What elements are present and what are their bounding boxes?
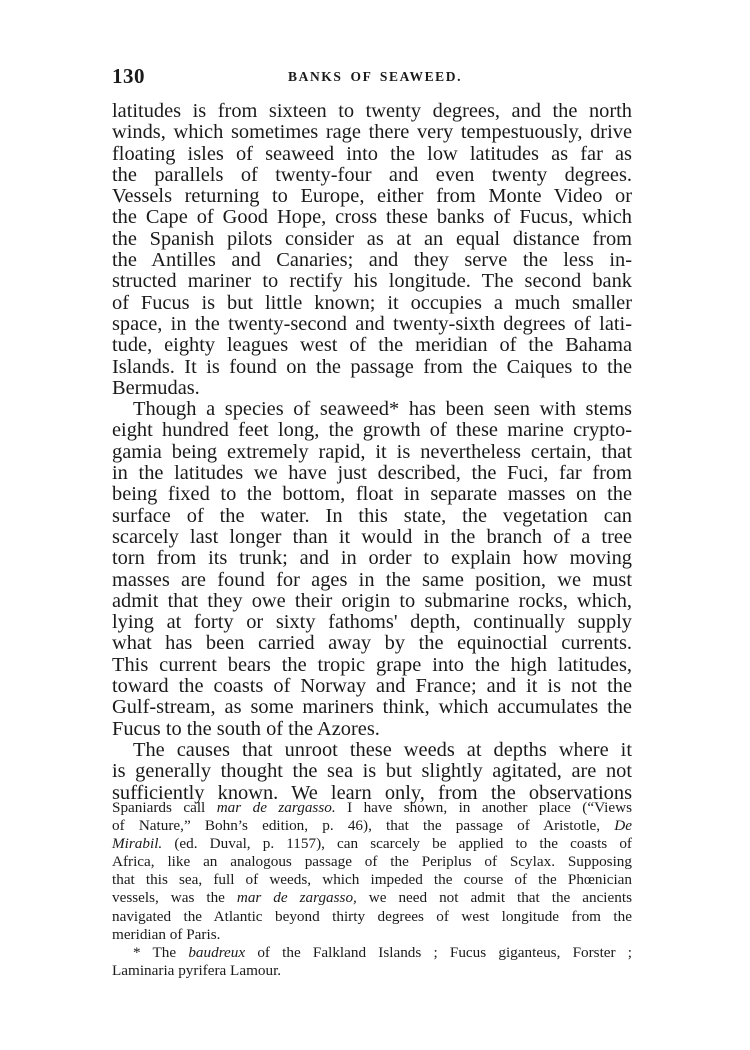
footnote-seaweed <box>112 944 632 980</box>
text-line: space, in the twenty-second and twenty-sixth degrees of lati- <box>112 312 632 335</box>
text-line: what has been carried away by the equinoctial currents. <box>112 632 632 655</box>
text-line: of Fucus is but little known; it occupies a much smaller <box>112 291 632 314</box>
running-head <box>112 64 632 88</box>
text-line: is generally thought the sea is but slightly agitated, are not <box>112 760 632 783</box>
paragraph <box>112 399 632 740</box>
footnote-line: of Nature,” Bohn’s edition, p. 46), that the passage of Aristotle, De <box>112 817 632 835</box>
footnote-line: Laminaria pyrifera Lamour. <box>112 961 282 979</box>
text-line: torn from its trunk; and in order to explain how moving <box>112 547 632 570</box>
text-line: This current bears the tropic grape into the high latitudes, <box>112 653 632 676</box>
paragraph <box>112 101 632 399</box>
text-line: winds, which sometimes rage there very tempestuously, drive <box>112 121 632 144</box>
footnote-line: navigated the Atlantic beyond thirty degrees of west longitude from the <box>112 907 632 925</box>
footnote-line: vessels, was the mar de zargasso, we need not admit that the ancients <box>112 889 632 907</box>
text-line: in the latitudes we have just described, the Fuci, far from <box>112 462 632 485</box>
text-line: the Antilles and Canaries; and they serve the less in- <box>112 249 632 272</box>
text-line: Islands. It is found on the passage from the Caiques to the <box>112 355 632 378</box>
text-line: lying at forty or sixty fathoms' depth, continually supply <box>112 611 632 634</box>
text-line: scarcely last longer than it would in the branch of a tree <box>112 525 632 548</box>
text-line: the parallels of twenty-four and even twenty degrees. <box>112 163 632 186</box>
text-line: gamia being extremely rapid, it is nevertheless certain, that <box>112 440 632 463</box>
footnote-line: meridian of Paris. <box>112 925 221 943</box>
text-line: toward the coasts of Norway and France; and it is not the <box>112 675 632 698</box>
text-line: the Spanish pilots consider as at an equal distance from <box>112 227 632 250</box>
text-line: surface of the water. In this state, the vegetation can <box>112 504 632 527</box>
body-text <box>112 101 632 804</box>
footnote-line: Spaniards call mar de zargasso. I have shown, in another place (“Views <box>112 799 632 816</box>
footnote-line: Africa, like an analogous passage of the Periplus of Scylax. Supposing <box>112 853 632 871</box>
text-line: latitudes is from sixteen to twenty degrees, and the north <box>112 100 632 122</box>
footnotes <box>112 799 632 980</box>
text-line: Gulf-stream, as some mariners think, which accumulates the <box>112 696 632 719</box>
footnote-continued <box>112 799 632 944</box>
text-line: Bermudas. <box>112 376 200 399</box>
text-line: Fucus to the south of the Azores. <box>112 717 380 740</box>
text-line: sufficiently known. We learn only, from the observations <box>112 781 632 804</box>
text-line: The causes that unroot these weeds at depths where it <box>133 738 632 761</box>
text-line: admit that they owe their origin to submarine rocks, which, <box>112 589 632 612</box>
text-line: being fixed to the bottom, float in separate masses on the <box>112 483 632 506</box>
text-line: the Cape of Good Hope, cross these banks of Fucus, which <box>112 206 632 229</box>
paragraph <box>112 740 632 804</box>
footnote-line: that this sea, full of weeds, which impeded the course of the Phœnician <box>112 871 632 889</box>
text-line: floating isles of seaweed into the low latitudes as far as <box>112 142 632 165</box>
text-line: Vessels returning to Europe, either from Monte Video or <box>112 185 632 208</box>
text-line: eight hundred feet long, the growth of these marine crypto- <box>112 419 632 442</box>
running-title: BANKS OF SEAWEED. <box>288 69 463 84</box>
text-line: tude, eighty leagues west of the meridian of the Bahama <box>112 334 632 357</box>
text-line: masses are found for ages in the same position, we must <box>112 568 632 591</box>
page-number: 130 <box>112 64 145 88</box>
footnote-line: Mirabil. (ed. Duval, p. 1157), can scarcely be applied to the coasts of <box>112 835 632 853</box>
footnote-line: * The baudreux of the Falkland Islands ; Fucus giganteus, Forster ; <box>133 943 633 961</box>
text-line: structed mariner to rectify his longitude. The second bank <box>112 270 632 293</box>
text-line: Though a species of seaweed* has been seen with stems <box>133 398 632 421</box>
